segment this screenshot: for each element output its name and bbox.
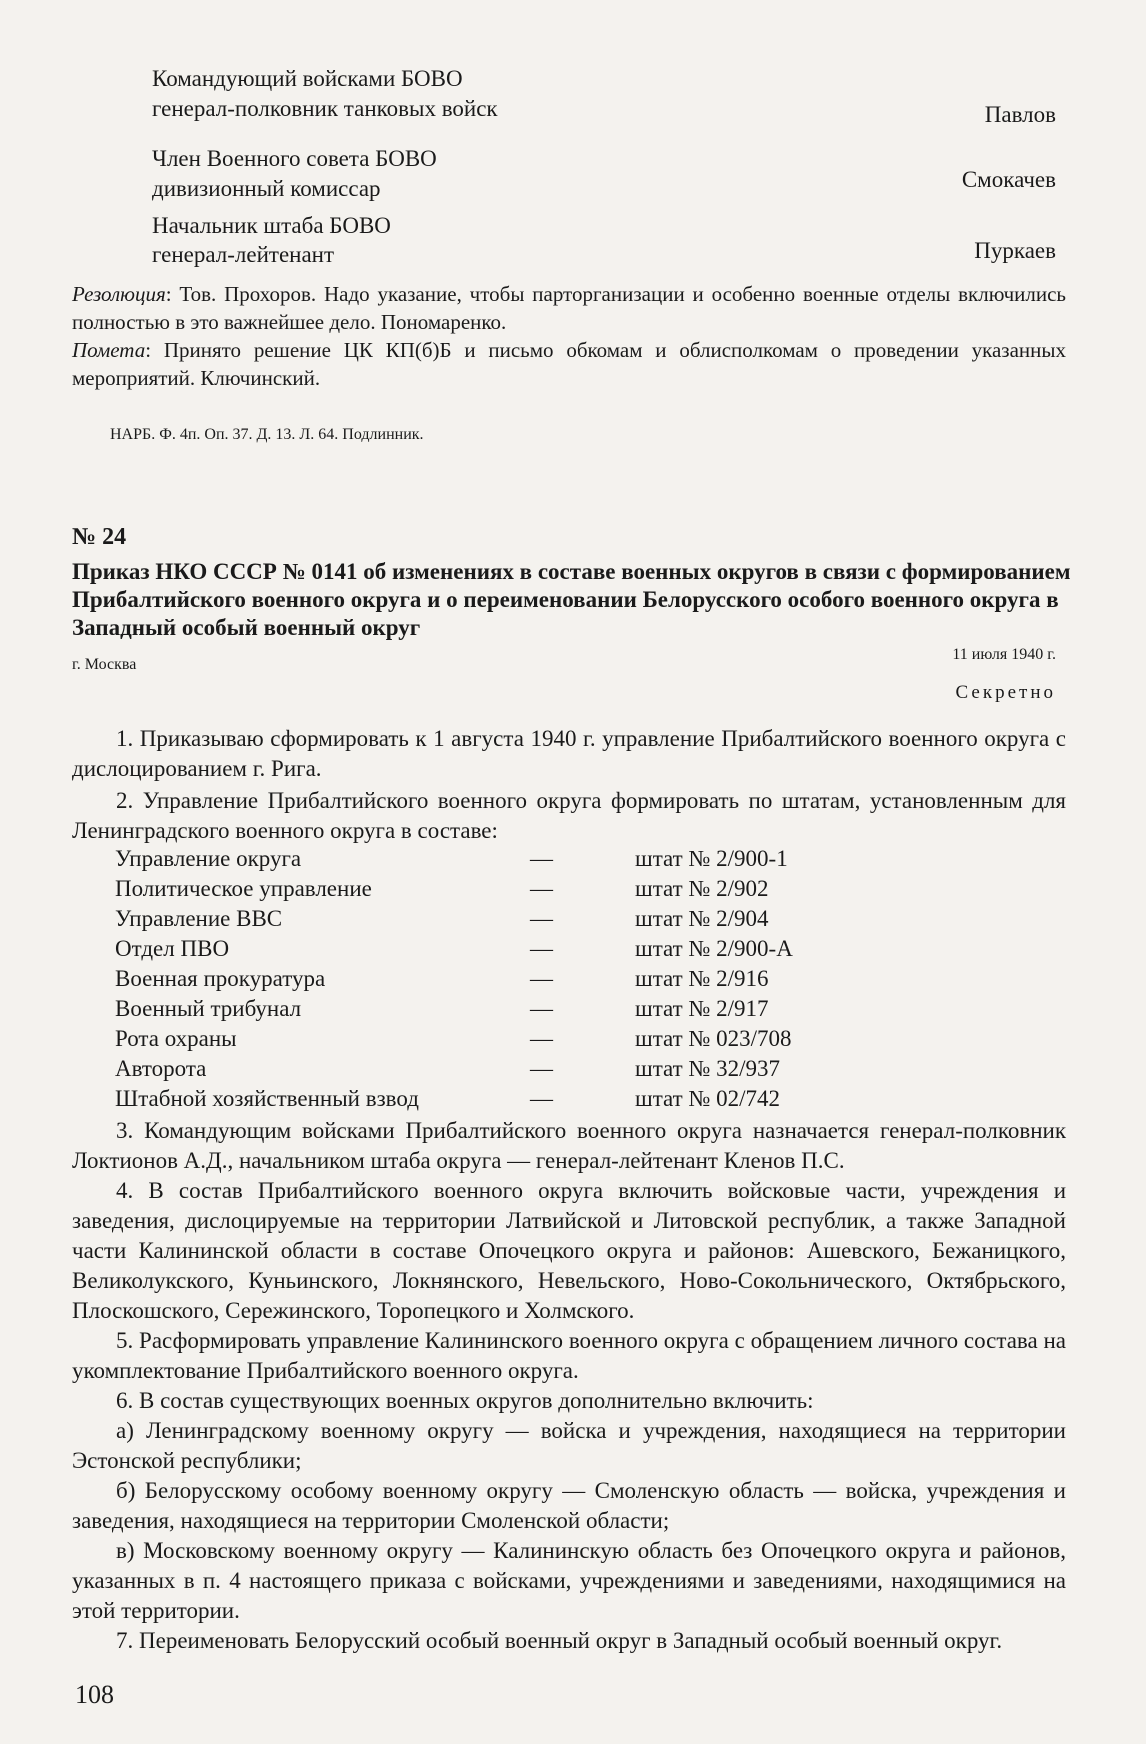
classification-stamp: Секретно bbox=[955, 682, 1056, 703]
resolution-text: : Тов. Прохоров. Надо указание, чтобы парторганизации и особенно военные отделы включились полностью в это важнейшее дело. Пономаренко. bbox=[72, 282, 1066, 334]
document-title: Приказ НКО СССР № 0141 об изменениях в составе военных округов в связи с формированием Прибалтийского военного округа и о переименовании Белорусского особого военного округа в Западный особый военный округ bbox=[72, 559, 1071, 640]
staff-unit: Авторота bbox=[115, 1056, 207, 1081]
resolution-note bbox=[72, 280, 1066, 336]
staff-unit: Военный трибунал bbox=[115, 996, 302, 1021]
signature-1-line1: Командующий войсками БОВО bbox=[152, 66, 463, 91]
document-number: № 24 bbox=[72, 524, 127, 550]
staff-shtat: штат № 2/917 bbox=[635, 996, 769, 1021]
staff-dash: — bbox=[530, 906, 553, 931]
staff-row bbox=[115, 1026, 835, 1056]
signature-2-line1: Член Военного совета БОВО bbox=[152, 146, 437, 171]
staff-dash: — bbox=[530, 1056, 553, 1081]
paragraph-1: 1. Приказываю сформировать к 1 августа 1940 г. управление Прибалтийского военного округа с дислоцированием г. Рига. bbox=[72, 726, 1066, 781]
staff-row bbox=[115, 996, 835, 1026]
paragraph-6c: в) Московскому военному округу — Калининскую область без Опочецкого округа и районов, указанных в п. 4 настоящего приказа с войсками, учреждениями и заведениями, находящимися на этой территории. bbox=[72, 1538, 1066, 1623]
staff-unit: Управление округа bbox=[115, 846, 302, 871]
paragraph-5: 5. Расформировать управление Калининского военного округа с обращением личного состава на укомплектование Прибалтийского военного округа. bbox=[72, 1328, 1066, 1383]
staff-shtat: штат № 2/916 bbox=[635, 966, 769, 991]
mark-label: Помета bbox=[72, 338, 146, 362]
staff-dash: — bbox=[530, 996, 553, 1021]
staff-row bbox=[115, 1056, 835, 1086]
signature-3-line1: Начальник штаба БОВО bbox=[152, 213, 391, 238]
resolution-label: Резолюция bbox=[72, 282, 166, 306]
staff-unit: Отдел ПВО bbox=[115, 936, 230, 961]
staff-shtat: штат № 2/904 bbox=[635, 906, 769, 931]
paragraph-6b: б) Белорусскому особому военному округу — Смоленскую область — войска, учреждения и заведения, находящиеся на территории Смоленской области; bbox=[72, 1478, 1066, 1533]
staff-row bbox=[115, 936, 835, 966]
staff-row bbox=[115, 1086, 835, 1116]
staff-shtat: штат № 2/900-1 bbox=[635, 846, 788, 871]
staff-shtat: штат № 2/902 bbox=[635, 876, 769, 901]
signature-2-line2: дивизионный комиссар bbox=[152, 176, 381, 201]
staff-row bbox=[115, 966, 835, 996]
paragraph-6: 6. В состав существующих военных округов дополнительно включить: bbox=[116, 1388, 814, 1413]
page-number: 108 bbox=[75, 1680, 114, 1709]
paragraph-7: 7. Переименовать Белорусский особый военный округ в Западный особый военный округ. bbox=[116, 1628, 1003, 1653]
staff-dash: — bbox=[530, 1086, 553, 1111]
staff-unit: Военная прокуратура bbox=[115, 966, 326, 991]
staff-shtat: штат № 023/708 bbox=[635, 1026, 792, 1051]
staff-shtat: штат № 02/742 bbox=[635, 1086, 781, 1111]
paragraph-2: 2. Управление Прибалтийского военного округа формировать по штатам, установленным для Ленинградского военного округа в составе: bbox=[72, 788, 1066, 843]
staff-row bbox=[115, 876, 835, 906]
staff-unit: Рота охраны bbox=[115, 1026, 237, 1051]
paragraph-4: 4. В состав Прибалтийского военного округа включить войсковые части, учреждения и заведения, дислоцируемые на территории Латвийской и Литовской республик, а также Западной части Калининской области в составе Опочецкого округа и районов: Ашевского, Бежаницкого, Великолукского, Куньинского, Локнянского, Невельского, Ново-Сокольнического, Октябрьского, Плоскошского, Сережинского, Торопецкого и Холмского. bbox=[72, 1178, 1066, 1323]
signature-2-name: Смокачев bbox=[961, 167, 1056, 192]
document-place: г. Москва bbox=[72, 656, 137, 673]
staff-unit: Политическое управление bbox=[115, 876, 372, 901]
staff-dash: — bbox=[530, 1026, 553, 1051]
signature-1-line2: генерал-полковник танковых войск bbox=[152, 96, 498, 121]
staff-dash: — bbox=[530, 846, 553, 871]
document-date: 11 июля 1940 г. bbox=[952, 646, 1056, 663]
staff-dash: — bbox=[530, 936, 553, 961]
mark-note bbox=[72, 336, 1066, 392]
signature-3-line2: генерал-лейтенант bbox=[152, 242, 335, 267]
staff-row bbox=[115, 906, 835, 936]
paragraph-6a: а) Ленинградскому военному округу — войска и учреждения, находящиеся на территории Эстонской республики; bbox=[72, 1418, 1066, 1473]
staff-row bbox=[115, 846, 835, 876]
staff-unit: Управление ВВС bbox=[115, 906, 283, 931]
staff-shtat: штат № 32/937 bbox=[635, 1056, 781, 1081]
paragraph-3: 3. Командующим войсками Прибалтийского военного округа назначается генерал-полковник Локтионов А.Д., начальником штаба округа — генерал-лейтенант Кленов П.С. bbox=[72, 1118, 1066, 1173]
signature-3-name: Пуркаев bbox=[974, 238, 1056, 263]
signature-1-name: Павлов bbox=[984, 102, 1056, 127]
staff-shtat: штат № 2/900-А bbox=[635, 936, 793, 961]
staff-dash: — bbox=[530, 876, 553, 901]
mark-text: : Принято решение ЦК КП(б)Б и письмо обкомам и облисполкомам о проведении указанных мероприятий. Ключинский. bbox=[72, 338, 1066, 390]
staff-dash: — bbox=[530, 966, 553, 991]
archive-reference: НАРБ. Ф. 4п. Оп. 37. Д. 13. Л. 64. Подлинник. bbox=[110, 426, 424, 443]
staff-unit: Штабной хозяйственный взвод bbox=[115, 1086, 419, 1111]
